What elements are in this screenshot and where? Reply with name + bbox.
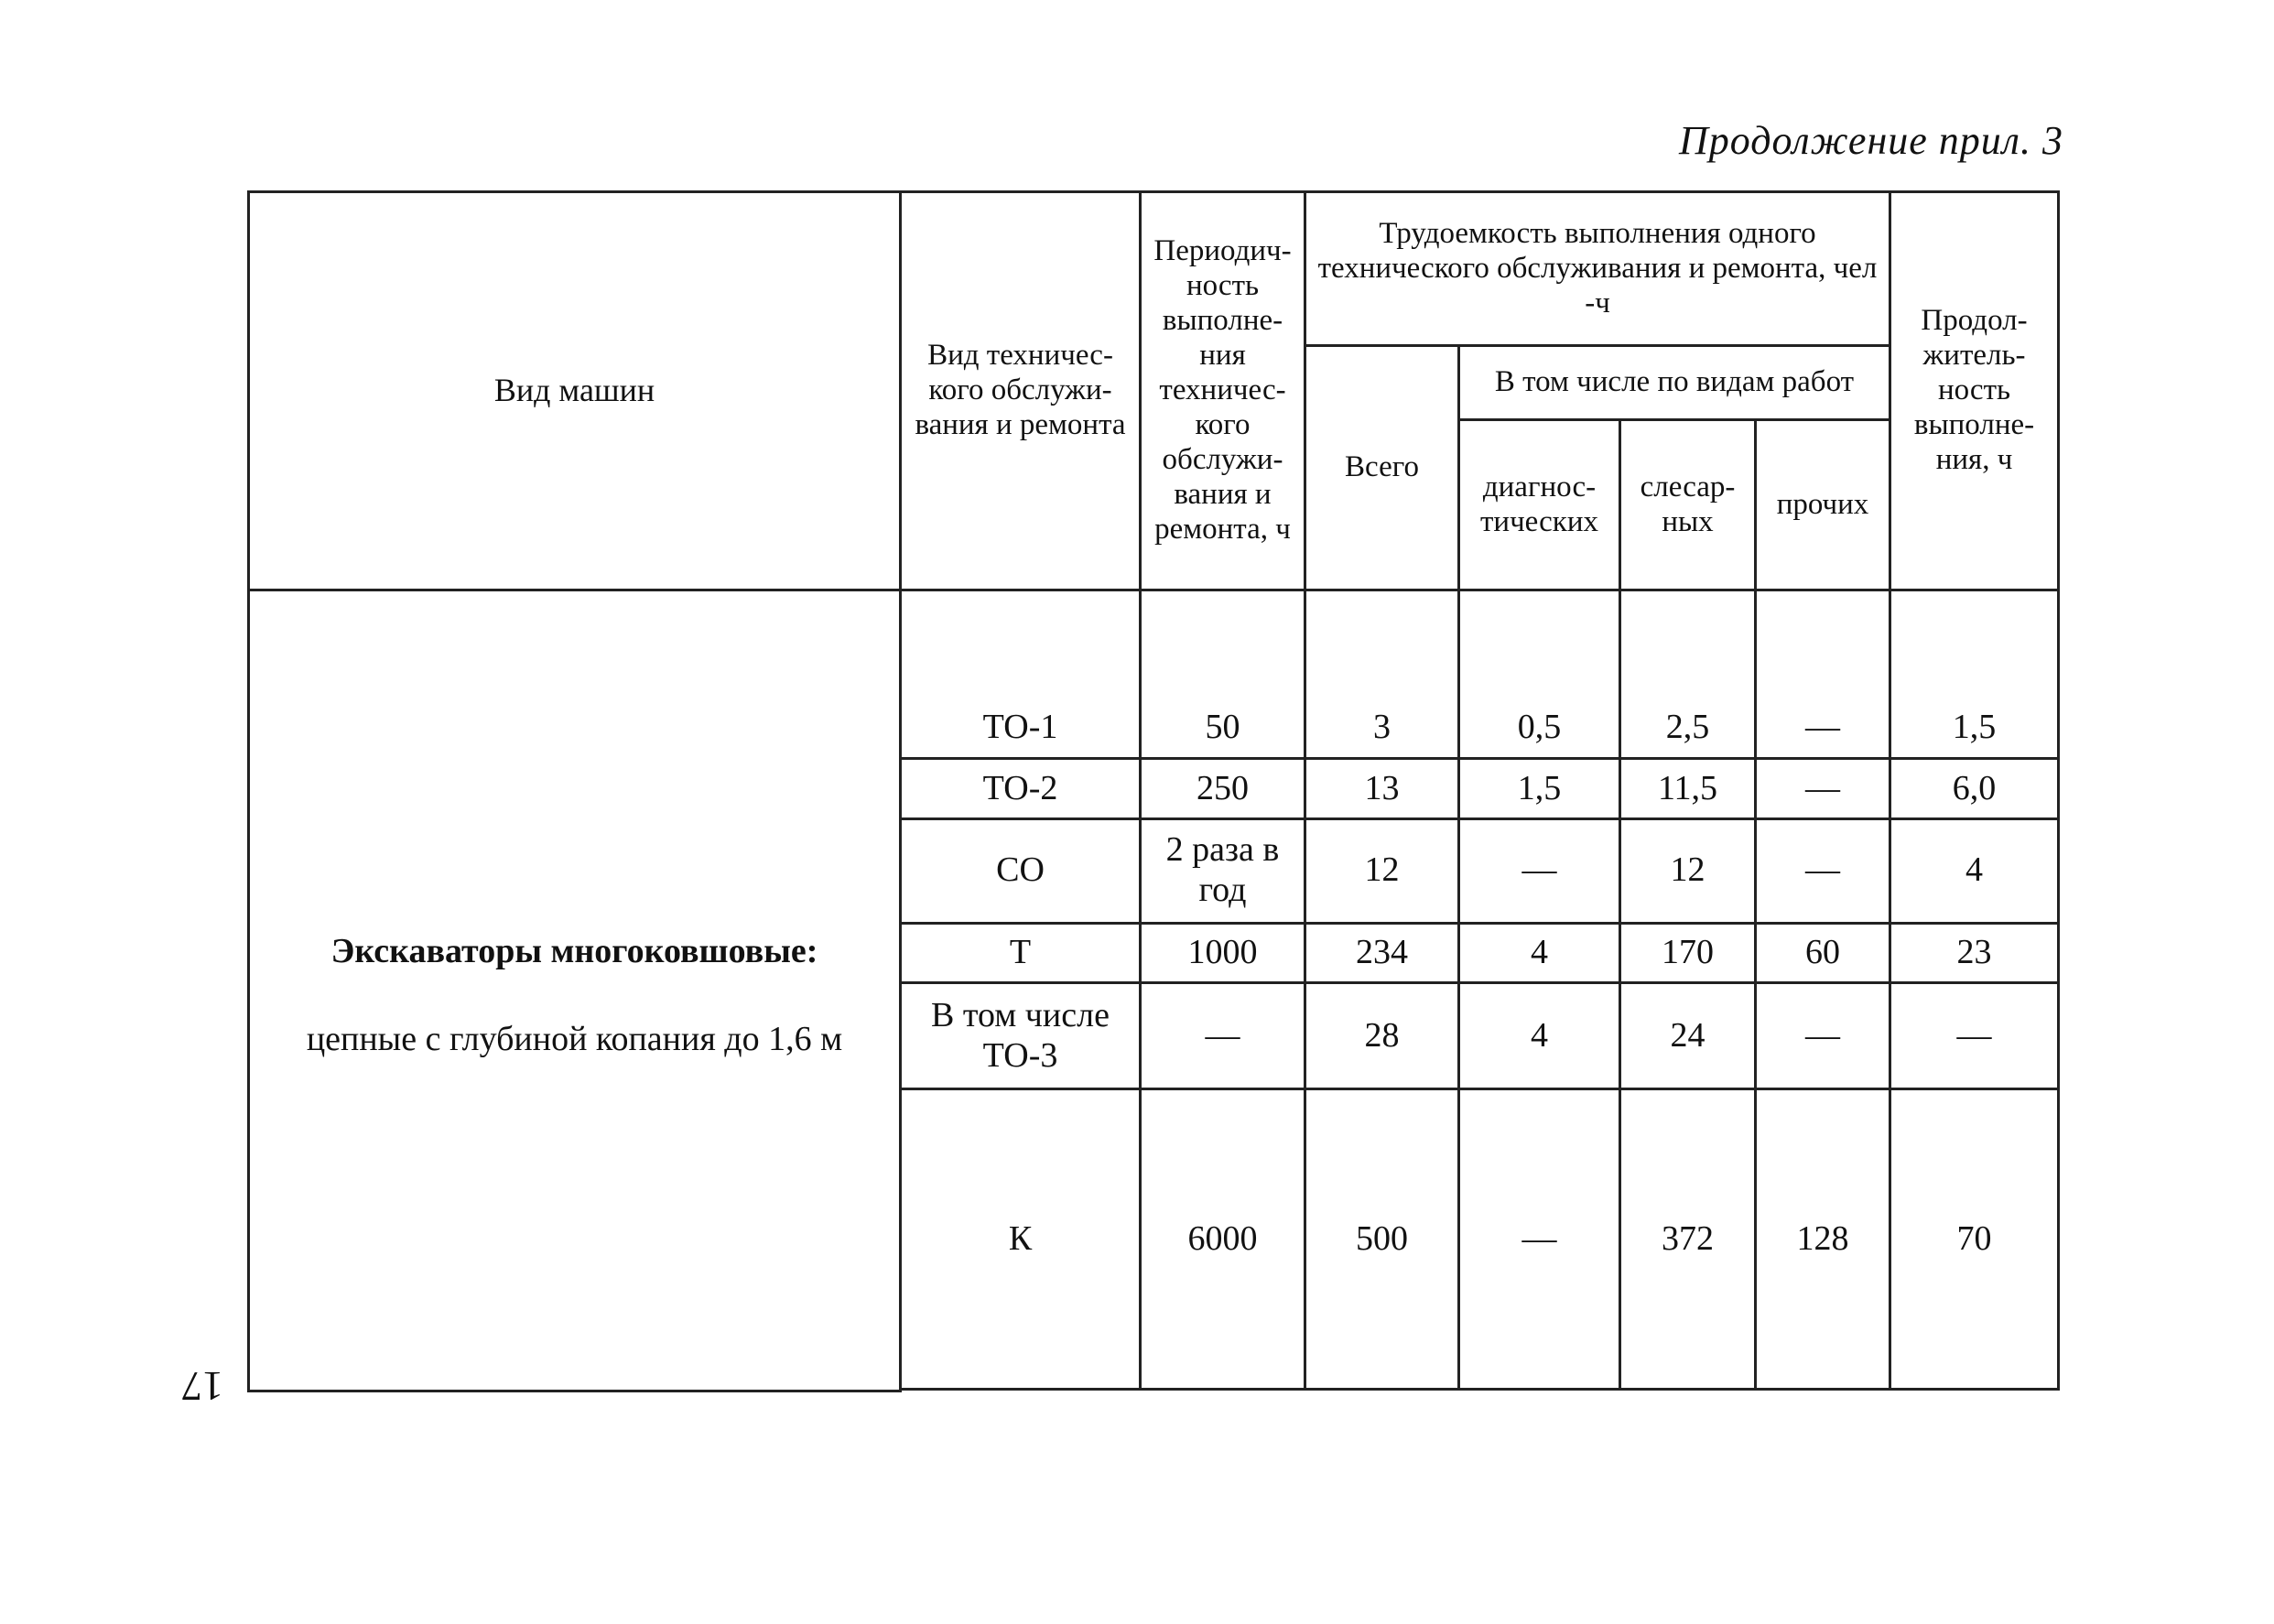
machine-type-cell	[249, 590, 901, 1391]
service-type-cell: Т	[901, 923, 1141, 983]
header-other: прочих	[1756, 420, 1890, 590]
diagnostic-cell: —	[1459, 818, 1620, 923]
maintenance-table	[247, 190, 2060, 1392]
service-type-cell: ТО-1	[901, 698, 1141, 759]
appendix-caption: Продолжение прил. 3	[1679, 118, 2063, 163]
diagnostic-cell: —	[1459, 1089, 1620, 1390]
locksmith-cell: 2,5	[1620, 698, 1756, 759]
diagnostic-cell: 4	[1459, 983, 1620, 1089]
periodicity-cell: 1000	[1141, 923, 1305, 983]
locksmith-cell: 11,5	[1620, 759, 1756, 819]
header-service-type: Вид техничес-кого обслужи-вания и ремонта	[901, 192, 1141, 590]
subgroup-label: цепные с глубиной копания до 1,6 м	[306, 1020, 843, 1059]
header-diagnostic: диагнос-тических	[1459, 420, 1620, 590]
total-cell: 3	[1305, 698, 1459, 759]
header-by-work-types: В том числе по видам работ	[1459, 346, 1890, 420]
other-cell: 128	[1756, 1089, 1890, 1390]
locksmith-cell: 24	[1620, 983, 1756, 1089]
group-title: Экскаваторы многоковшовые:	[330, 932, 818, 971]
other-cell: —	[1756, 983, 1890, 1089]
locksmith-cell: 372	[1620, 1089, 1756, 1390]
header-total: Всего	[1305, 346, 1459, 590]
page-number: 17	[181, 1363, 223, 1410]
duration-cell: 6,0	[1890, 759, 2059, 819]
locksmith-cell: 170	[1620, 923, 1756, 983]
total-cell: 234	[1305, 923, 1459, 983]
periodicity-cell: —	[1141, 983, 1305, 1089]
header-periodicity: Периодич-ность выполне-ния техничес-кого обслужи-вания и ремонта, ч	[1141, 192, 1305, 590]
diagnostic-cell: 1,5	[1459, 759, 1620, 819]
other-cell: —	[1756, 759, 1890, 819]
duration-cell: —	[1890, 983, 2059, 1089]
total-cell: 28	[1305, 983, 1459, 1089]
periodicity-cell: 250	[1141, 759, 1305, 819]
header-locksmith: слесар-ных	[1620, 420, 1756, 590]
other-cell: —	[1756, 818, 1890, 923]
service-type-cell: К	[901, 1089, 1141, 1390]
total-cell: 13	[1305, 759, 1459, 819]
duration-cell: 70	[1890, 1089, 2059, 1390]
other-cell: —	[1756, 698, 1890, 759]
header-labor-intensity: Трудоемкость выполнения одного технического обслуживания и ремонта, чел -ч	[1305, 192, 1890, 346]
service-type-cell: СО	[901, 818, 1141, 923]
periodicity-cell: 6000	[1141, 1089, 1305, 1390]
total-cell: 500	[1305, 1089, 1459, 1390]
duration-cell: 1,5	[1890, 698, 2059, 759]
service-type-cell: ТО-2	[901, 759, 1141, 819]
duration-cell: 23	[1890, 923, 2059, 983]
periodicity-cell: 50	[1141, 698, 1305, 759]
other-cell: 60	[1756, 923, 1890, 983]
service-type-cell: В том числе ТО-3	[901, 983, 1141, 1089]
duration-cell: 4	[1890, 818, 2059, 923]
locksmith-cell: 12	[1620, 818, 1756, 923]
diagnostic-cell: 4	[1459, 923, 1620, 983]
total-cell: 12	[1305, 818, 1459, 923]
periodicity-cell: 2 раза в год	[1141, 818, 1305, 923]
diagnostic-cell: 0,5	[1459, 698, 1620, 759]
header-duration: Продол-житель-ность выполне-ния, ч	[1890, 192, 2059, 590]
header-machine-type: Вид машин	[249, 192, 901, 590]
